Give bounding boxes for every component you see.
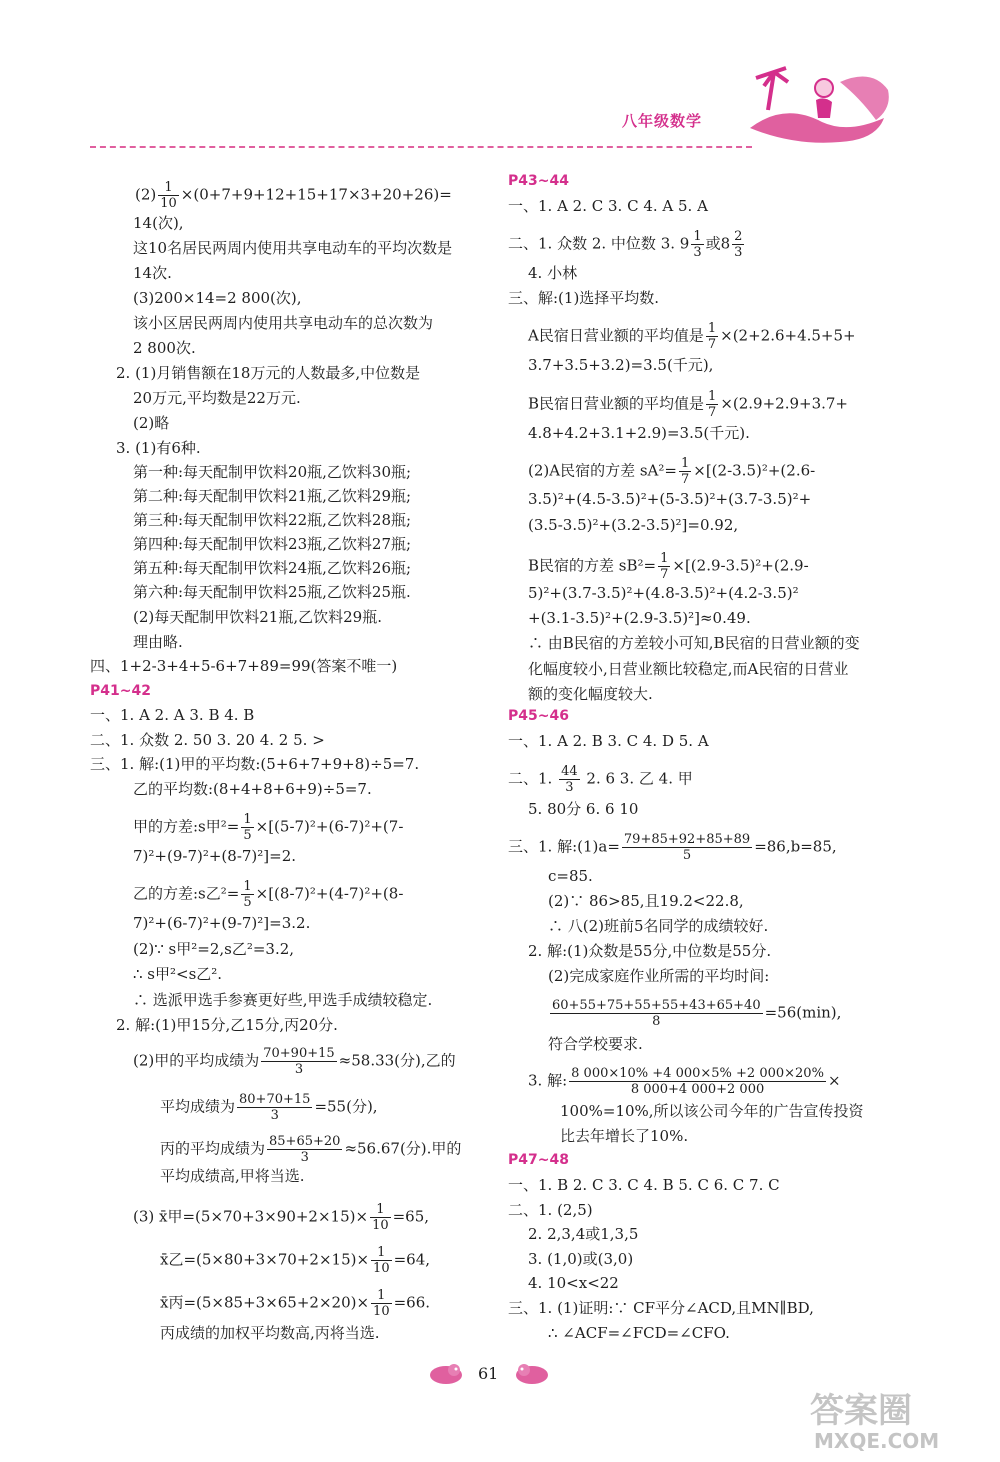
answer-line: 7)²+(9-7)²+(8-7)²]=2. — [133, 847, 297, 865]
answer-line: 乙的方差:s乙²= $\frac{1}{5}$ ×[(8-7)²+(4-7)²+(8- — [133, 879, 404, 910]
answer-line: x̄乙=(5×80+3×70+2×15)× $\frac{1}{10}$ =64, — [160, 1245, 431, 1276]
page-number: 61 — [478, 1364, 499, 1383]
answer-line: ∴ 八(2)班前5名同学的成绩较好. — [548, 917, 769, 935]
answer-line: 5)²+(3.7-3.5)²+(4.8-3.5)²+(4.2-3.5)² — [528, 584, 799, 602]
header-title: 八年级数学 — [622, 112, 703, 130]
answer-line: 该小区居民两周内使用共享电动车的总次数为 — [133, 314, 434, 332]
answer-line: 甲的方差:s甲²= $\frac{1}{5}$ ×[(5-7)²+(6-7)²+(7- — [133, 812, 404, 843]
answer-line: 化幅度较小,日营业额比较稳定,而A民宿的日营业 — [528, 660, 849, 678]
fraction: $\frac{8 000\times 10\% +4 000\times 5\% +2 000\times 20\%}{8 000+4 000+2 000}$ — [571, 1066, 824, 1097]
fraction: $\frac{1}{5}$ — [243, 812, 252, 843]
section-heading: P41~42 — [90, 683, 151, 699]
answer-line: c=85. — [548, 867, 593, 885]
answer-line: 5. 80分 6. 6 10 — [528, 800, 639, 818]
answer-line: 第三种:每天配制甲饮料22瓶,乙饮料28瓶; — [133, 511, 412, 529]
fraction: $\frac{1}{7}$ — [660, 551, 669, 582]
answer-line: 2. 解:(1)众数是55分,中位数是55分. — [528, 942, 772, 960]
answer-line: A民宿日营业额的平均值是 $\frac{1}{7}$ ×(2+2.6+4.5+5+ — [528, 321, 856, 352]
answer-line: 2. 2,3,4或1,3,5 — [528, 1225, 639, 1243]
header-divider — [90, 146, 752, 148]
answer-line: 一、1. A 2. B 3. C 4. D 5. A — [508, 732, 709, 750]
fraction: $\frac{1}{10}$ — [372, 1202, 389, 1233]
answer-line: $\frac{60+55+75+55+55+43+65+40}{8}$ =56(min), — [552, 998, 842, 1029]
answer-line: 丙的平均成绩为 $\frac{85+65+20}{3}$ ≈56.67(分).甲的 — [160, 1134, 462, 1165]
answer-line: ∴ 选派甲选手参赛更好些,甲选手成绩较稳定. — [133, 991, 433, 1009]
answer-line: ∴ s甲²<s乙². — [133, 965, 223, 983]
answer-line: 3.7+3.5+3.2)=3.5(千元), — [528, 356, 714, 374]
section-heading: P43~44 — [508, 173, 569, 189]
answer-line: 三、1. 解:(1)甲的平均数:(5+6+7+9+8)÷5=7. — [90, 755, 420, 773]
answer-line: 第四种:每天配制甲饮料23瓶,乙饮料27瓶; — [133, 535, 412, 553]
fraction: $\frac{70+90+15}{3}$ — [263, 1046, 335, 1077]
fraction: $\frac{1}{3}$ — [693, 229, 702, 260]
fraction: $\frac{1}{5}$ — [243, 879, 252, 910]
answer-line: 3. 解: $\frac{8 000\times 10\% +4 000\times 5\% +2 000\times 20\%}{8 000+4 000+2 000}$ × — [528, 1066, 841, 1097]
answer-line: 平均成绩高,甲将当选. — [160, 1167, 305, 1185]
answer-line: 二、1. (2,5) — [508, 1201, 593, 1219]
fraction: $\frac{1}{10}$ — [160, 180, 177, 211]
answer-line: 3. (1)有6种. — [116, 439, 201, 457]
watermark — [810, 1392, 939, 1452]
answer-line: 14(次), — [133, 214, 184, 232]
answer-line: 4. 10<x<22 — [528, 1274, 619, 1292]
fraction: $\frac{85+65+20}{3}$ — [269, 1134, 341, 1165]
answer-line: 4.8+4.2+3.1+2.9)=3.5(千元). — [528, 424, 750, 442]
answer-line: 乙的平均数:(8+4+8+6+9)÷5=7. — [133, 780, 372, 798]
answer-line: 三、解:(1)选择平均数. — [508, 289, 660, 307]
answer-line: 3.5)²+(4.5-3.5)²+(5-3.5)²+(3.7-3.5)²+ — [528, 490, 812, 508]
watermark-logo-text: 答案圈 — [810, 1391, 912, 1431]
answer-line: 理由略. — [133, 633, 183, 651]
watermark-url: MXQE.COM — [814, 1429, 940, 1453]
section-heading: P47~48 — [508, 1152, 569, 1168]
answer-line: 二、1. $\frac{44}{3}$ 2. 6 3. 乙 4. 甲 — [508, 764, 693, 795]
answer-line: 额的变化幅度较大. — [528, 685, 653, 703]
answer-line: (2)∵ s甲²=2,s乙²=3.2, — [133, 940, 295, 958]
answer-line: 第一种:每天配制甲饮料20瓶,乙饮料30瓶; — [133, 463, 412, 481]
answer-line: 一、1. A 2. A 3. B 4. B — [90, 706, 255, 724]
answer-line: 2. 解:(1)甲15分,乙15分,丙20分. — [116, 1016, 338, 1034]
fraction: $\frac{1}{10}$ — [373, 1288, 390, 1319]
answer-line: 平均成绩为 $\frac{80+70+15}{3}$ =55(分), — [160, 1092, 378, 1123]
answer-line: 4. 小林 — [528, 264, 578, 282]
answer-line: 三、1. 解:(1)a= $\frac{79+85+92+85+89}{5}$ =86,b=85, — [508, 832, 837, 863]
surfer-logo — [744, 62, 894, 148]
answer-line: (2)略 — [133, 414, 170, 432]
fraction: $\frac{2}{3}$ — [734, 229, 743, 260]
answer-line: 符合学校要求. — [548, 1035, 643, 1053]
answer-line: (3.5-3.5)²+(3.2-3.5)²]=0.92, — [528, 516, 739, 534]
answer-line: 二、1. 众数 2. 中位数 3. 9 $\frac{1}{3}$ 或8 $\frac{2}{3}$ — [508, 229, 743, 260]
answer-line: (2)∵ 86>85,且19.2<22.8, — [548, 892, 744, 910]
answer-line: (2) $\frac{1}{10}$ ×(0+7+9+12+15+17×3+20+26)= — [135, 180, 452, 211]
fraction: $\frac{44}{3}$ — [561, 764, 578, 795]
answer-line: 100%=10%,所以该公司今年的广告宣传投资 — [560, 1102, 864, 1120]
answer-line: (2)完成家庭作业所需的平均时间: — [548, 967, 770, 985]
answer-line: 四、1+2-3+4+5-6+7+89=99(答案不唯一) — [90, 657, 398, 675]
answer-line: 这10名居民两周内使用共享电动车的平均次数是 — [133, 239, 453, 257]
answer-line: (2)A民宿的方差 sA²= $\frac{1}{7}$ ×[(2-3.5)²+(2.6- — [528, 456, 816, 487]
answer-line: (3)200×14=2 800(次), — [133, 289, 302, 307]
answer-line: 第二种:每天配制甲饮料21瓶,乙饮料29瓶; — [133, 487, 412, 505]
answer-line: 丙成绩的加权平均数高,丙将当选. — [160, 1324, 380, 1342]
answer-line: 第五种:每天配制甲饮料24瓶,乙饮料26瓶; — [133, 559, 412, 577]
answer-line: (2)每天配制甲饮料21瓶,乙饮料29瓶. — [133, 608, 382, 626]
answer-line: ∴ ∠ACF=∠FCD=∠CFO. — [548, 1324, 730, 1342]
fraction: $\frac{1}{7}$ — [708, 389, 717, 420]
fraction: $\frac{1}{10}$ — [373, 1245, 390, 1276]
answer-line: 三、1. (1)证明:∵ CF平分∠ACD,且MN∥BD, — [508, 1299, 814, 1317]
fraction: $\frac{60+55+75+55+55+43+65+40}{8}$ — [552, 998, 761, 1029]
bird-icon — [426, 1360, 466, 1390]
answer-line: 比去年增长了10%. — [560, 1127, 689, 1145]
answer-line: 一、1. A 2. C 3. C 4. A 5. A — [508, 197, 708, 215]
answer-line: 一、1. B 2. C 3. C 4. B 5. C 6. C 7. C — [508, 1176, 780, 1194]
answer-line: 7)²+(6-7)²+(9-7)²]=3.2. — [133, 914, 311, 932]
answer-line: x̄丙=(5×85+3×65+2×20)× $\frac{1}{10}$ =66. — [160, 1288, 431, 1319]
answer-line: 第六种:每天配制甲饮料25瓶,乙饮料25瓶. — [133, 583, 411, 601]
fraction: $\frac{1}{7}$ — [707, 321, 717, 352]
section-heading: P45~46 — [508, 708, 569, 724]
answer-line: 2 800次. — [133, 339, 196, 357]
answer-line: (2)甲的平均成绩为 $\frac{70+90+15}{3}$ ≈58.33(分),乙的 — [133, 1046, 456, 1077]
answer-line: 20万元,平均数是22万元. — [133, 389, 301, 407]
fraction: $\frac{80+70+15}{3}$ — [239, 1092, 311, 1123]
answer-line: +(3.1-3.5)²+(2.9-3.5)²]≈0.49. — [528, 609, 751, 627]
answer-line: B民宿日营业额的平均值是 $\frac{1}{7}$ ×(2.9+2.9+3.7+ — [528, 389, 849, 420]
answer-line: 14次. — [133, 264, 172, 282]
bird-icon — [512, 1360, 552, 1390]
answer-line: 3. (1,0)或(3,0) — [528, 1250, 634, 1268]
fraction: $\frac{79+85+92+85+89}{5}$ — [623, 832, 751, 863]
answer-line: 二、1. 众数 2. 50 3. 20 4. 2 5. > — [90, 731, 325, 749]
answer-line: 2. (1)月销售额在18万元的人数最多,中位数是 — [116, 364, 421, 382]
answer-line: ∴ 由B民宿的方差较小可知,B民宿的日营业额的变 — [528, 634, 860, 652]
fraction: $\frac{1}{7}$ — [680, 456, 690, 487]
answer-line: (3) x̄甲=(5×70+3×90+2×15)× $\frac{1}{10}$ =65, — [133, 1202, 430, 1233]
answer-line: B民宿的方差 sB²= $\frac{1}{7}$ ×[(2.9-3.5)²+(2.9- — [528, 551, 809, 582]
